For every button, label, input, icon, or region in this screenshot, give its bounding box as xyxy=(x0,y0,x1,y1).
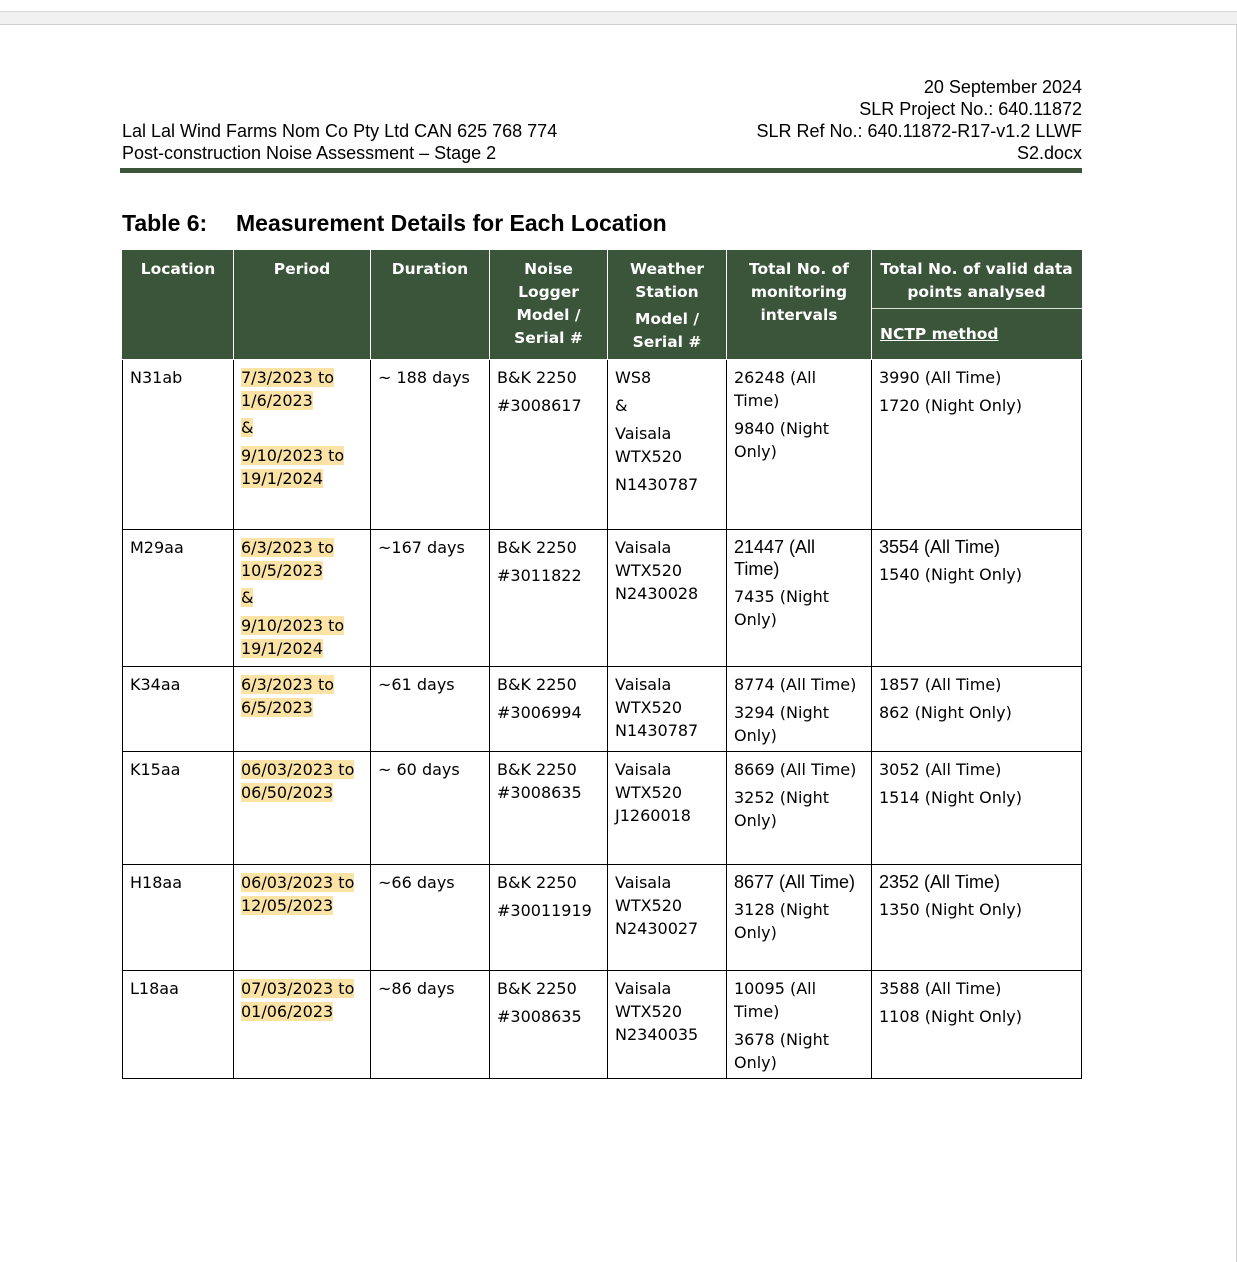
cell-total-intervals: 8774 (All Time) 3294 (Night Only) xyxy=(727,667,872,752)
table-caption xyxy=(122,210,667,237)
cell-noise-logger: B&K 2250 #3006994 xyxy=(490,667,608,752)
cell-duration: ~66 days xyxy=(371,865,490,971)
col-header-location: Location xyxy=(123,251,234,360)
cell-weather-station: Vaisala WTX520 N2430028 xyxy=(608,530,727,667)
header-report-title: Post-construction Noise Assessment – Stage 2 xyxy=(122,143,497,163)
cell-duration: ~86 days xyxy=(371,971,490,1079)
cell-location: H18aa xyxy=(123,865,234,971)
cell-location: N31ab xyxy=(123,360,234,530)
header-ref-suffix: S2.docx xyxy=(1016,143,1082,163)
col-header-valid-points: Total No. of valid data points analysed xyxy=(872,251,1082,309)
cell-location: M29aa xyxy=(123,530,234,667)
cell-valid-points: 2352 (All Time) 1350 (Night Only) xyxy=(872,865,1082,971)
cell-duration: ~167 days xyxy=(371,530,490,667)
col-header-duration: Duration xyxy=(371,251,490,360)
cell-weather-station: Vaisala WTX520 J1260018 xyxy=(608,752,727,865)
header-ref-no: SLR Ref No.: 640.11872-R17-v1.2 LLWF xyxy=(756,121,1082,141)
col-header-weather-station: Weather Station Model / Serial # xyxy=(608,251,727,360)
cell-period: 7/3/2023 to 1/6/2023 & 9/10/2023 to 19/1/2024 xyxy=(234,360,371,530)
header-divider xyxy=(120,168,1082,173)
table-row xyxy=(123,752,1082,865)
cell-total-intervals: 8677 (All Time) 3128 (Night Only) xyxy=(727,865,872,971)
cell-period: 07/03/2023 to 01/06/2023 xyxy=(234,971,371,1079)
table-row xyxy=(123,971,1082,1079)
cell-period: 6/3/2023 to 6/5/2023 xyxy=(234,667,371,752)
cell-location: K15aa xyxy=(123,752,234,865)
cell-duration: ~ 188 days xyxy=(371,360,490,530)
header-date: 20 September 2024 xyxy=(923,77,1082,97)
cell-noise-logger: B&K 2250 #3011822 xyxy=(490,530,608,667)
table-header-row xyxy=(123,251,1082,309)
cell-noise-logger: B&K 2250 #3008635 xyxy=(490,752,608,865)
table-row xyxy=(123,360,1082,530)
cell-noise-logger: B&K 2250 #3008617 xyxy=(490,360,608,530)
window-top-strip xyxy=(0,0,1237,12)
cell-valid-points: 3588 (All Time) 1108 (Night Only) xyxy=(872,971,1082,1079)
cell-noise-logger: B&K 2250 #30011919 xyxy=(490,865,608,971)
cell-total-intervals: 8669 (All Time) 3252 (Night Only) xyxy=(727,752,872,865)
cell-noise-logger: B&K 2250 #3008635 xyxy=(490,971,608,1079)
cell-period: 6/3/2023 to 10/5/2023 & 9/10/2023 to 19/1/2024 xyxy=(234,530,371,667)
cell-period: 06/03/2023 to 12/05/2023 xyxy=(234,865,371,971)
measurement-details-table xyxy=(122,250,1082,1079)
table-caption-number: Table 6: xyxy=(122,210,208,236)
header-project-no: SLR Project No.: 640.11872 xyxy=(859,99,1082,119)
cell-duration: ~61 days xyxy=(371,667,490,752)
cell-valid-points: 3990 (All Time) 1720 (Night Only) xyxy=(872,360,1082,530)
header-left xyxy=(122,120,557,164)
cell-total-intervals: 10095 (All Time) 3678 (Night Only) xyxy=(727,971,872,1079)
col-header-total-intervals: Total No. of monitoring intervals xyxy=(727,251,872,360)
table-row xyxy=(123,530,1082,667)
col-header-period: Period xyxy=(234,251,371,360)
header-company: Lal Lal Wind Farms Nom Co Pty Ltd CAN 625 768 774 xyxy=(122,121,558,141)
table-caption-title: Measurement Details for Each Location xyxy=(236,210,667,236)
cell-weather-station: Vaisala WTX520 N1430787 xyxy=(608,667,727,752)
cell-period: 06/03/2023 to 06/50/2023 xyxy=(234,752,371,865)
cell-location: K34aa xyxy=(123,667,234,752)
header-right xyxy=(757,76,1083,164)
cell-location: L18aa xyxy=(123,971,234,1079)
cell-total-intervals: 26248 (All Time) 9840 (Night Only) xyxy=(727,360,872,530)
col-header-noise-logger: Noise Logger Model / Serial # xyxy=(490,251,608,360)
cell-valid-points: 3554 (All Time) 1540 (Night Only) xyxy=(872,530,1082,667)
cell-weather-station: Vaisala WTX520 N2340035 xyxy=(608,971,727,1079)
table-row xyxy=(123,667,1082,752)
cell-weather-station: WS8 & Vaisala WTX520 N1430787 xyxy=(608,360,727,530)
cell-total-intervals: 21447 (All Time) 7435 (Night Only) xyxy=(727,530,872,667)
table-row xyxy=(123,865,1082,971)
cell-weather-station: Vaisala WTX520 N2430027 xyxy=(608,865,727,971)
cell-valid-points: 1857 (All Time) 862 (Night Only) xyxy=(872,667,1082,752)
col-subheader-nctp-method: NCTP method xyxy=(872,309,1082,360)
cell-duration: ~ 60 days xyxy=(371,752,490,865)
cell-valid-points: 3052 (All Time) 1514 (Night Only) xyxy=(872,752,1082,865)
